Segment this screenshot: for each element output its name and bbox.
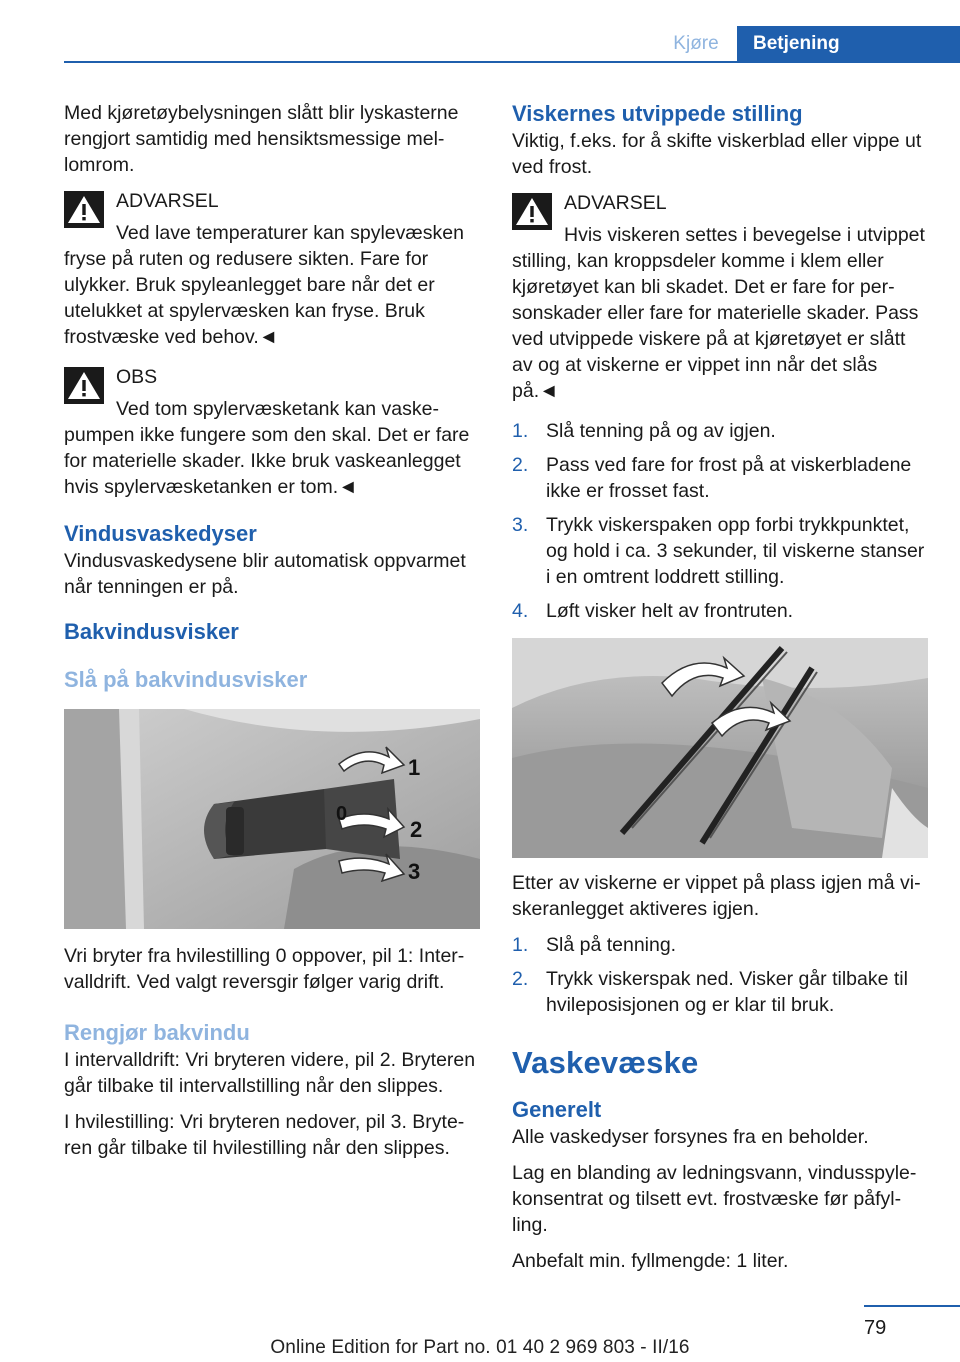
list-item: 2. Pass ved fare for frost på at viskerbladene ikke er frosset fast. (512, 454, 912, 502)
paragraph-anbefalt: Anbefalt min. fyllmengde: 1 liter. (512, 1250, 789, 1272)
heading-utvippede-stilling: Viskernes utvippede stilling (512, 101, 803, 126)
figure-wiper-switch (64, 709, 480, 929)
warning-title: ADVARSEL (564, 192, 667, 214)
heading-sla-pa-bakvindusvisker: Slå på bakvindusvisker (64, 667, 308, 692)
header-tab-kjore[interactable]: Kjøre (673, 33, 719, 54)
steps-list-aktivere (512, 932, 928, 1018)
warning-body: Ved lave temperaturer kan spylevæsken fryse på ruten og redusere sikten. Fare for ulykker. Bruk spyleanlegget bare når det er utelukket at spylervæsken kan fryse. Bruk frostvæske ved behov.◄ (64, 222, 464, 348)
warning-triangle-icon (512, 193, 552, 230)
figure-label-1: 1 (408, 755, 421, 780)
warning-body: Ved tom spylervæsketank kan vaskepumpen ikke fungere som den skal. Det er fare for materielle skader. Ikke bruk vaskeanlegget hvis spylervæsketanken er tom.◄ (64, 398, 470, 498)
footer-rule (864, 1305, 960, 1307)
heading-vindusvaskedyser: Vindusvaskedyser (64, 521, 257, 546)
left-column (64, 100, 480, 1171)
steps-list-utvipping (512, 418, 928, 624)
heading-rengjor-bakvindu: Rengjør bakvindu (64, 1020, 250, 1045)
paragraph-intervalldrift: I intervalldrift: Vri bryteren videre, pil 2. Bryteren går tilbake til intervallstilling når den slippes. (64, 1049, 476, 1097)
paragraph-hvilestilling: I hvilestilling: Vri bryteren nedover, pil 3. Bryteren går tilbake til hvilestilling når den slippes. (64, 1111, 465, 1159)
warning-title: ADVARSEL (116, 190, 219, 212)
heading-vaskevaeske: Vaskevæske (512, 1045, 699, 1080)
warning-triangle-icon (64, 367, 104, 404)
warning-triangle-icon (64, 191, 104, 228)
warning-frost (64, 188, 480, 350)
figure-wipers-raised (512, 638, 928, 858)
figure-label-3: 3 (408, 859, 421, 884)
paragraph-etter: Etter av viskerne er vippet på plass igjen må viskeranlegget aktiveres igjen. (512, 872, 921, 920)
heading-generelt: Generelt (512, 1097, 602, 1122)
paragraph-lag-blanding: Lag en blanding av ledningsvann, vindusspylekonsentrat og tilsett evt. frostvæske før påfylling. (512, 1162, 917, 1236)
header-tab-betjening[interactable]: Betjening (737, 26, 960, 63)
header-rule (64, 61, 960, 63)
list-item: 3. Trykk viskerspaken opp forbi trykkpunktet, og hold i ca. 3 sekunder, til viskerne stanser i en omtrent loddrett stilling. (512, 514, 925, 588)
warning-title: OBS (116, 366, 158, 388)
figure-label-2: 2 (410, 817, 423, 842)
footer-edition: Online Edition for Part no. 01 40 2 969 803 - II/16 (270, 1337, 690, 1358)
right-column (512, 100, 928, 1284)
page-number: 79 (864, 1317, 887, 1339)
warning-obs (64, 364, 480, 500)
list-item: 2. Trykk viskerspak ned. Visker går tilbake til hvileposisjonen og er klar til bruk. (512, 968, 908, 1016)
heading-bakvindusvisker: Bakvindusvisker (64, 619, 239, 644)
warning-body: Hvis viskeren settes i bevegelse i utvippet stilling, kan kroppsdeler komme i klem eller kjøretøyet kan bli skadet. Det er fare for personskader eller fare for materielle skader. Pass ved utvippede viskere på at kjøretøyet er slått av og at viskerne er vippet inn når det slås på.◄ (512, 224, 925, 402)
paragraph-lyskastere: Med kjøretøybelysningen slått blir lyskasterne rengjort samtidig med hensiktsmessige mellomrom. (64, 102, 459, 176)
list-item: 1. Slå på tenning. (512, 934, 677, 956)
paragraph-viktig: Viktig, f.eks. for å skifte viskerblad eller vippe ut ved frost. (512, 130, 922, 178)
figure-label-0: 0 (336, 803, 348, 825)
warning-utvippet (512, 190, 928, 404)
paragraph-vri-bryter: Vri bryter fra hvilestilling 0 oppover, pil 1: Intervalldrift. Ved valgt reversgir følger varig drift. (64, 945, 465, 993)
paragraph-alle-vaskedyser: Alle vaskedyser forsynes fra en beholder. (512, 1126, 869, 1148)
paragraph-vindusvaskedyser: Vindusvaskedysene blir automatisk oppvarmet når tenningen er på. (64, 550, 466, 598)
list-item: 1. Slå tenning på og av igjen. (512, 420, 776, 442)
list-item: 4. Løft visker helt av frontruten. (512, 600, 794, 622)
